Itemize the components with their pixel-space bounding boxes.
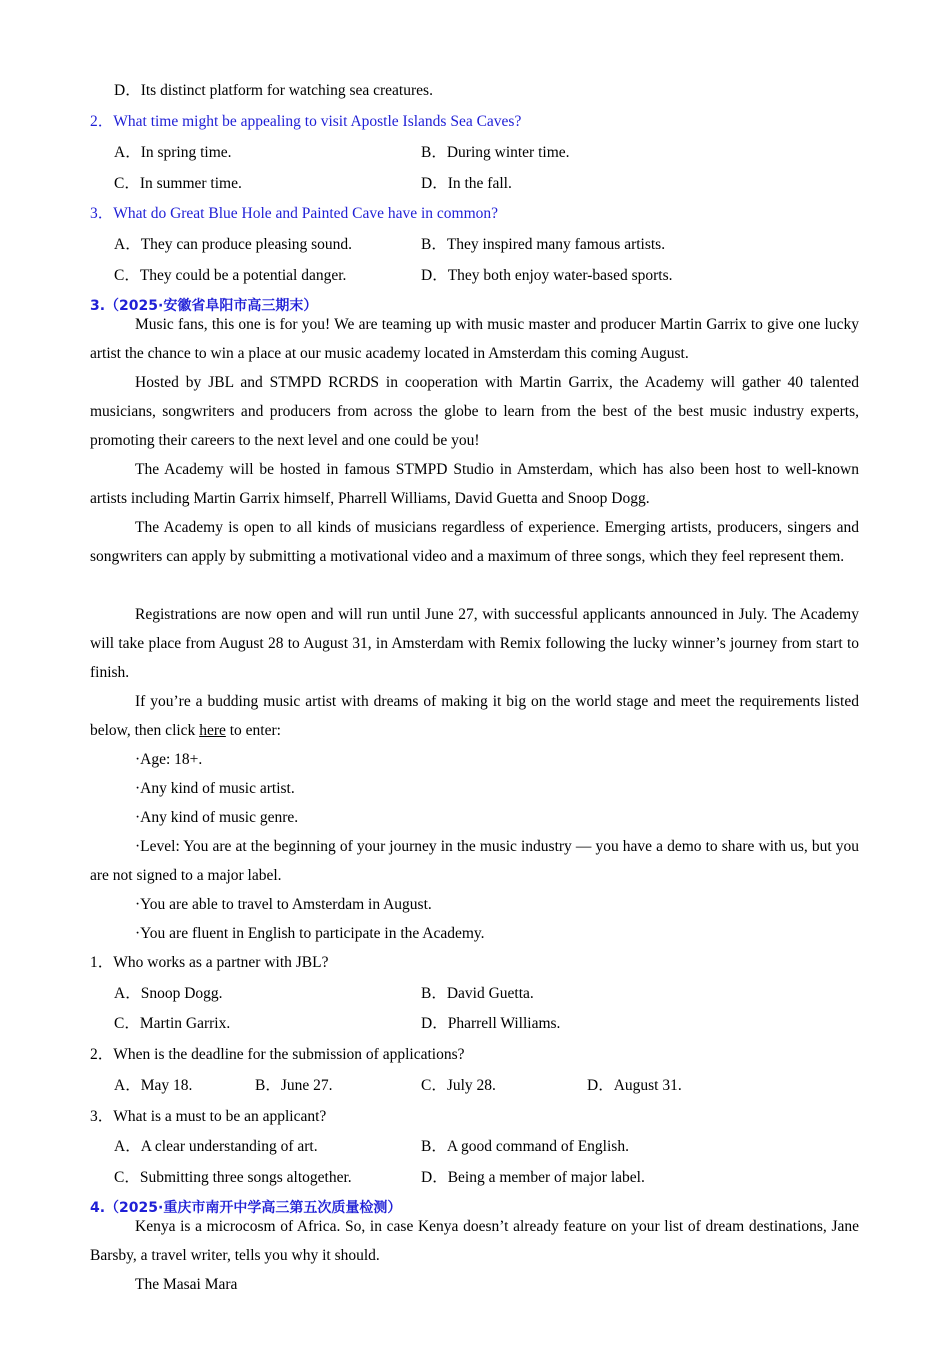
prev-q2-option-a: A．In spring time. [114,144,232,161]
passage3-q3-option-b: B．A good command of English. [421,1138,629,1155]
passage3-paragraph-5: Registrations are now open and will run until June 27, with successful applicants announced in July. The Academy will take place from August 28 to August 31, in Amsterdam with Remix following the lucky winner’s journey from start to finish. [90,606,859,681]
prev-q1-option-d: D．Its distinct platform for watching sea creatures. [114,82,433,99]
passage3-q3-stem: 3．What is a must to be an applicant? [90,1108,327,1125]
prev-q3-option-a: A．They can produce pleasing sound. [114,236,353,253]
passage4-source: 4.（2025·重庆市南开中学高三第五次质量检测） [90,1200,402,1216]
passage3-q1-option-b: B．David Guetta. [421,985,534,1002]
passage3-paragraph-4: The Academy is open to all kinds of musicians regardless of experience. Emerging artists, producers, singers and songwriters can apply by submitting a motivational video and a maximum of three songs, which they feel represent them. [90,519,859,565]
passage3-paragraph-3: The Academy will be hosted in famous STMPD Studio in Amsterdam, which has also been host to well-known artists including Martin Garrix himself, Pharrell Williams, David Guetta and Snoop Dogg. [90,461,859,507]
passage4-paragraph-1: Kenya is a microcosm of Africa. So, in case Kenya doesn’t already feature on your list of dream destinations, Jane Barsby, a travel writer, tells you why it should. [90,1218,859,1264]
paragraph-6-text-after: to enter: [225,722,281,739]
prev-q3-option-d: D．They both enjoy water-based sports. [421,267,673,284]
prev-q2-stem: 2．What time might be appealing to visit Apostle Islands Sea Caves? [90,113,522,130]
passage3-q2-option-d: D．August 31. [587,1077,682,1094]
passage3-q2-stem: 2．When is the deadline for the submission of applications? [90,1046,465,1063]
passage3-q2-option-b: B．June 27. [255,1077,333,1094]
requirement-age: ·Age: 18+. [135,751,203,768]
passage3-q1-stem: 1．Who works as a partner with JBL? [90,954,329,971]
prev-q3-option-c: C．They could be a potential danger. [114,267,347,284]
prev-q3-stem: 3．What do Great Blue Hole and Painted Cave have in common? [90,205,499,222]
passage3-q2-option-c: C．July 28. [421,1077,496,1094]
requirement-level: ·Level: You are at the beginning of your journey in the music industry — you have a demo to share with us, but you are not signed to a major label. [90,838,859,884]
passage3-q3-option-c: C．Submitting three songs altogether. [114,1169,352,1186]
passage3-q2-option-a: A．May 18. [114,1077,193,1094]
passage3-paragraph-1: Music fans, this one is for you! We are teaming up with music master and producer Martin Garrix to give one lucky artist the chance to win a place at our music academy located in Amsterdam this coming August. [90,316,859,362]
passage3-q1-option-a: A．Snoop Dogg. [114,985,223,1002]
prev-q3-option-b: B．They inspired many famous artists. [421,236,666,253]
passage3-q3-option-a: A．A clear understanding of art. [114,1138,318,1155]
passage4-heading: The Masai Mara [135,1276,238,1293]
here-link[interactable]: here [199,722,226,739]
requirement-travel: ·You are able to travel to Amsterdam in August. [135,896,432,913]
prev-q2-option-d: D．In the fall. [421,175,512,192]
prev-q2-option-b: B．During winter time. [421,144,570,161]
passage3-paragraph-2: Hosted by JBL and STMPD RCRDS in cooperation with Martin Garrix, the Academy will gather 40 talented musicians, songwriters and producers from across the globe to learn from the best of the best music industry experts, promoting their careers to the next level and one could be you! [90,374,859,449]
passage3-q3-option-d: D．Being a member of major label. [421,1169,645,1186]
passage3-q1-option-c: C．Martin Garrix. [114,1015,231,1032]
requirement-genre: ·Any kind of music genre. [135,809,299,826]
paragraph-6-text-before: If you’re a budding music artist with dreams of making it big on the world stage and meet the requirements listed below, then click [90,693,859,739]
prev-q2-option-c: C．In summer time. [114,175,242,192]
passage3-q1-option-d: D．Pharrell Williams. [421,1015,561,1032]
requirement-english: ·You are fluent in English to participate in the Academy. [135,925,485,942]
passage3-paragraph-6 [90,687,859,745]
passage3-source: 3.（2025·安徽省阜阳市高三期末） [90,298,318,314]
requirement-artist: ·Any kind of music artist. [135,780,295,797]
